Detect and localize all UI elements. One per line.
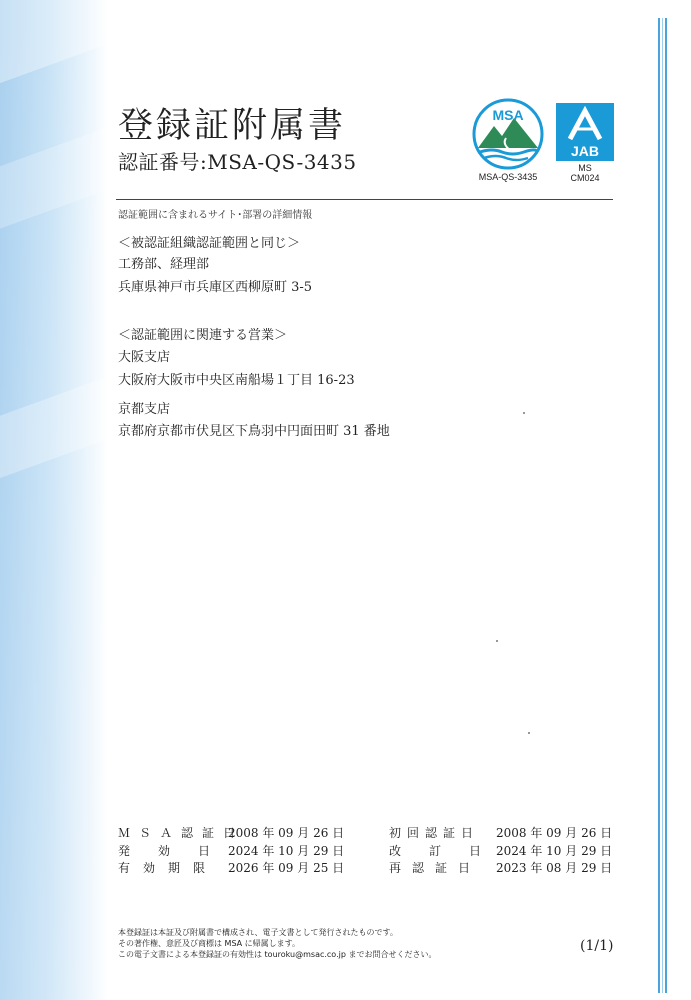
expiry-date-label: 有効期限 [118, 861, 219, 875]
msa-cert-date-label: ＭＳＡ認証日 [118, 826, 245, 840]
same-scope-heading: ＜被認証組織認証範囲と同じ＞ [118, 236, 301, 251]
msa-logo-text: MSA [492, 107, 524, 123]
footer-note-composition: 本登録証は本証及び附属書で構成され、電子文書として発行されたものです。 [118, 928, 398, 937]
left-decorative-band [0, 0, 108, 1000]
footer-note-copyright: その著作権、意匠及び商標は MSA に帰属します。 [118, 939, 301, 948]
scope-caption: 認証範囲に含まれるサイト･部署の詳細情報 [118, 210, 313, 221]
first-cert-date-value: 2008 年 09 月 26 日 [496, 826, 613, 840]
jab-logo-icon [556, 103, 614, 161]
same-scope-address: 兵庫県神戸市兵庫区西柳原町 3-5 [118, 280, 313, 295]
recert-date-value: 2023 年 08 月 29 日 [496, 861, 613, 875]
recert-date-label: 再認証日 [389, 861, 482, 875]
kyoto-branch-address: 京都府京都市伏見区下鳥羽中円面田町 31 番地 [118, 424, 390, 439]
scan-speck [523, 412, 525, 414]
issue-date-value: 2024 年 10 月 29 日 [228, 844, 345, 858]
msa-cert-date-value: 2008 年 09 月 26 日 [228, 826, 345, 840]
footer-note-validity: この電子文書による本登録証の有効性は touroku@msac.co.jp までお問合せください。 [118, 950, 437, 959]
jab-logo-text: JAB [570, 143, 600, 159]
page-marker: (1/1) [580, 938, 614, 954]
osaka-branch-name: 大阪支店 [118, 350, 171, 365]
msa-logo-icon [472, 98, 544, 170]
document-title: 登録証附属書 [118, 106, 347, 146]
revision-date-label: 改訂日 [389, 844, 510, 858]
scan-speck [528, 732, 530, 734]
expiry-date-value: 2026 年 09 月 25 日 [228, 861, 345, 875]
certificate-number: 認証番号:MSA-QS-3435 [118, 150, 357, 174]
kyoto-branch-name: 京都支店 [118, 402, 171, 417]
first-cert-date-label: 初回認証日 [389, 826, 480, 840]
right-border-rule [658, 18, 667, 993]
revision-date-value: 2024 年 10 月 29 日 [496, 844, 613, 858]
osaka-branch-address: 大阪府大阪市中央区南船場１丁目 16-23 [118, 373, 355, 388]
issue-date-label: 発効日 [118, 844, 239, 858]
scan-speck [496, 640, 498, 642]
header-divider [116, 199, 613, 200]
related-sales-heading: ＜認証範囲に関連する営業＞ [118, 328, 288, 343]
jab-caption-ms: MS [578, 163, 592, 173]
msa-logo-caption: MSA-QS-3435 [478, 172, 538, 182]
jab-caption-code: CM024 [570, 173, 600, 183]
same-scope-departments: 工務部、経理部 [118, 257, 210, 272]
